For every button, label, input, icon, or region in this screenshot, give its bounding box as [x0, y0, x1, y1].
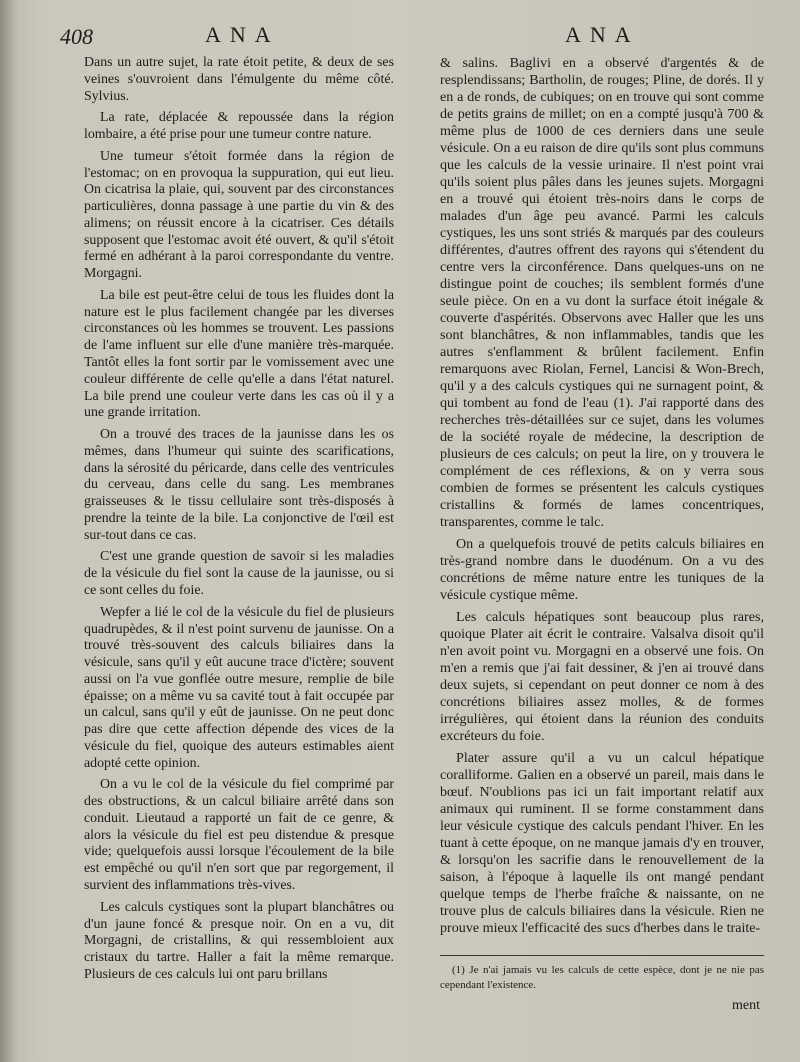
gutter-shadow: [0, 0, 18, 1062]
paragraph: Une tumeur s'étoit formée dans la région de l'estomac; on en provoqua la suppuration, qui eut lieu. On cicatrisa la plaie, qui, souvent par des circonstances particulières, donna passage à une partie du vin & des alimens; on réussit encore à la cicatriser. Ces détails supposent que l'estomac avoit été ouvert, & qu'il s'étoit fermé en adhérant à la paroi correspondante du ventre. Morgagni.: [84, 148, 394, 282]
footnote: (1) Je n'ai jamais vu les calculs de cette espèce, dont je ne nie pas cependant l'existence.: [440, 964, 764, 991]
paragraph: Wepfer a lié le col de la vésicule du fiel de plusieurs quadrupèdes, & il n'est point survenu de jaunisse. On a trouvé très-souvent des calculs biliaires dans la vésicule, sans qu'il y eût aucune trace d'ictère; souvent aussi on l'a vue gonflée outre mesure, remplie de bile épaisse; on a même vu sa cavité tout à fait occupée par un calcul, sans qu'il y eût de jaunisse. On ne peut donc pas dire que cette affection dépende des vices de la vésicule du fiel, quoique des auteurs estimables aient adopté cette opinion.: [84, 604, 394, 771]
paragraph: La rate, déplacée & repoussée dans la région lombaire, a été prise pour une tumeur contre nature.: [84, 110, 394, 143]
paragraph: Les calculs hépatiques sont beaucoup plus rares, quoique Plater ait écrit le contraire. Valsalva disoit qu'il n'en avoit point vu. Morgagni en a observé une fois. On m'en a remis que j'ai fait dessiner, & j'en ai trouvé dans deux sujets, si cependant on peut donner ce nom à des concrétions biliaires assez molles, & de formes irrégulières, qui étoient dans la réunion des conduits excréteurs du foie.: [440, 609, 764, 744]
paragraph: Plater assure qu'il a vu un calcul hépatique coralliforme. Galien en a observé un pareil, mais dans le bœuf. N'oublions pas ici un fait important relatif aux animaux qui ruminent. Il se forme constamment dans leur vésicule cystique des calculs pendant l'hiver. En les tuant à cette époque, on ne manque jamais d'y en trouver, & lorsqu'on les sacrifie dans le renouvellement de la saison, à l'époque à laquelle ils ont mangé pendant quelque temps de l'herbe fraîche & naissante, on ne trouve plus de calculs biliaires dans la vésicule. Rien ne prouve mieux l'efficacité des sucs d'herbes dans le traite-: [440, 750, 764, 936]
paragraph: On a vu le col de la vésicule du fiel comprimé par des obstructions, & un calcul biliaire arrêté dans son conduit. Lieutaud a rapporté un fait de ce genre, & alors la vésicule du fiel est peu distendue & presque vide; quelquefois aussi lorsque l'écoulement de la bile est empêché ou qu'il n'en sort que par regorgement, il survient des inflammations très-vives.: [84, 777, 394, 893]
left-column: [84, 55, 394, 989]
right-column: [440, 55, 764, 942]
running-title-right: ANA: [565, 22, 640, 47]
paragraph: C'est une grande question de savoir si les maladies de la vésicule du fiel sont la cause de la jaunisse, ou si ce sont celles du foie.: [84, 549, 394, 598]
catchword: ment: [732, 998, 760, 1013]
paragraph: On a trouvé des traces de la jaunisse dans les os mêmes, dans l'humeur qui suinte des scarifications, dans la sérosité du péricarde, dans celle des ventricules du cerveau, dans celle du sang. Les membranes graisseuses & le tissu cellulaire sont très-disposés à prendre la teinte de la bile. La conjonctive de l'œil est sur-tout dans ce cas.: [84, 427, 394, 543]
footnote-rule: [440, 955, 764, 956]
paragraph: La bile est peut-être celui de tous les fluides dont la nature est le plus facilement changée par les diverses circonstances où les hommes se trouvent. Les passions de l'ame influent sur elle d'une manière très-marquée. Tantôt elles la font sortir par le vomissement avec une couleur différente de celle qu'elle a dans l'état naturel. La bile prend une couleur verte dans les cas où il y a une grande irritation.: [84, 287, 394, 421]
page-number: 408: [60, 24, 93, 49]
paragraph: & salins. Baglivi en a observé d'argentés & de resplendissans; Bartholin, de rouges; Pline, de dorés. Il y en a de ronds, de cubiques; on en trouve qui sont comme de petits grains de millet; on en a compté jusqu'à 700 & même plus de 1000 de ces derniers dans une seule vésicule. On a eu raison de dire qu'ils sont plus communs que les calculs de la vessie urinaire. Il n'est point vrai qu'ils soient plus pâles dans les jeunes sujets. Morgagni en a trouvé qui étoient très-noirs dans le corps de malades d'un âge peu avancé. Parmi les calculs cystiques, les uns sont striés & marqués par des couleurs différentes, d'autres offrent des rayons qui s'étendent du centre vers la circonférence. Dans quelques-uns on ne distingue point de couches; ils semblent formés d'une seule pièce. On en a vu dont la surface étoit inégale & couverte d'aspérités. Observons avec Haller que les uns sont blanchâtres, & non inflammables, tandis que les autres s'enflamment & brûlent facilement. Enfin remarquons avec Riolan, Fernel, Lancisi & Won-Brech, qu'il y a des calculs cystiques qui ne surnagent point, & qui tombent au fond de l'eau (1). J'ai rapporté dans des recherches très-détaillées sur ce sujet, dans les volumes de la société royale de médecine, la description de plusieurs de ces calculs; on peut la lire, on y trouvera le complément de ces réflexions, & on y verra sous combien de formes se présentent les calculs cystiques cristallins & formés de lames concentriques, transparentes, comme le talc.: [440, 55, 764, 530]
paragraph: Dans un autre sujet, la rate étoit petite, & deux de ses veines s'ouvroient dans l'émulgente du même côté. Sylvius.: [84, 55, 394, 104]
paragraph: On a quelquefois trouvé de petits calculs biliaires en très-grand nombre dans le duodénum. On a vu des concrétions de même nature entre les tuniques de la vésicule cystique même.: [440, 536, 764, 603]
running-title-left: ANA: [205, 22, 280, 47]
paragraph: Les calculs cystiques sont la plupart blanchâtres ou d'un jaune foncé & presque noir. On en a vu, dit Morgagni, de cristallins, & qui ressembloient aux cristaux du tartre. Haller a fait la même remarque. Plusieurs de ces calculs lui ont paru brillans: [84, 899, 394, 982]
page-header: [0, 18, 800, 52]
